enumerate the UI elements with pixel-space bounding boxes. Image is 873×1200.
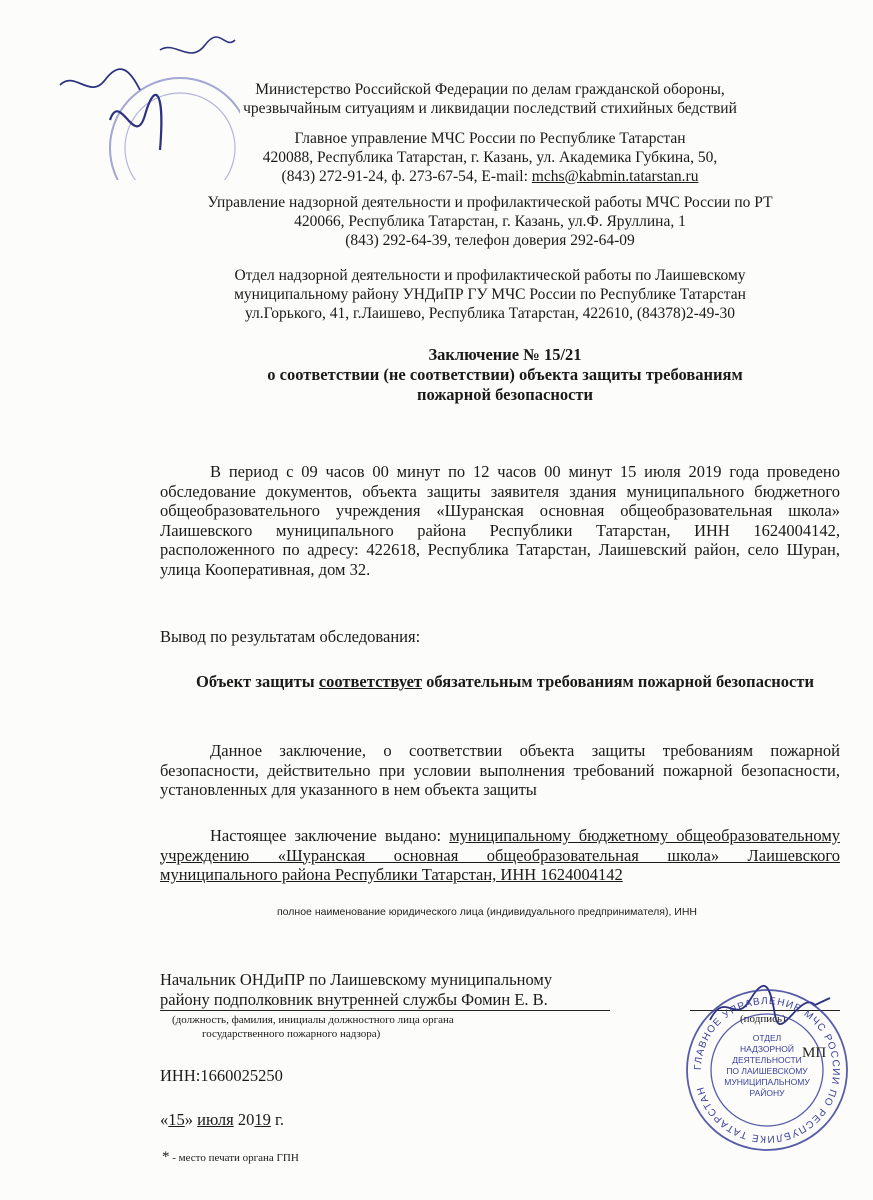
und-line3: (843) 292-64-39, телефон доверия 292-64-09 <box>345 232 635 249</box>
issued-paragraph <box>160 826 840 885</box>
gu-phone: (843) 272-91-24, ф. 273-67-54, E-mail: <box>281 168 532 185</box>
gu-line1: Главное управление МЧС России по Республике Татарстан <box>294 130 686 147</box>
validity-paragraph: Данное заключение, о соответствии объекта защиты требованиям пожарной безопасности, действительно при условии выполнения требований пожарной безопасности, установленных для указанного в нем объекта защиты <box>160 741 840 799</box>
date-close: » <box>184 1110 198 1129</box>
signature-note: (подпись) <box>740 1013 786 1025</box>
dept-header <box>150 266 830 323</box>
signer-note-line1: (должность, фамилия, инициалы должностного лица органа <box>172 1014 454 1026</box>
und-header <box>150 193 830 250</box>
ministry-line2: чрезвычайным ситуациям и ликвидации последствий стихийных бедствий <box>243 100 737 117</box>
ministry-header <box>150 80 830 118</box>
document-title <box>150 345 860 405</box>
stamp-line6: РАЙОНУ <box>749 1088 785 1098</box>
signer-note <box>172 1013 454 1041</box>
conclusion-statement <box>150 672 860 692</box>
issue-date <box>160 1110 284 1130</box>
signer-line1: Начальник ОНДиПР по Лаишевскому муниципальному <box>160 970 553 989</box>
ministry-line1: Министерство Российской Федерации по делам гражданской обороны, <box>255 81 725 98</box>
official-stamp <box>682 985 852 1155</box>
stamp-ring-text: ГЛАВНОЕ УПРАВЛЕНИЕ МЧС РОССИИ ПО РЕСПУБЛИКЕ ТАТАРСТАН <box>692 995 842 1145</box>
conclusion-key: соответствует <box>318 672 423 691</box>
conclusion-prefix: Объект защиты <box>196 672 319 691</box>
date-end: г. <box>270 1110 284 1129</box>
date-year-prefix: 20 <box>233 1110 255 1129</box>
und-line1: Управление надзорной деятельности и профилактической работы МЧС России по РТ <box>207 194 773 211</box>
title-line2: о соответствии (не соответствии) объекта защиты требованиям <box>267 365 743 384</box>
footnote <box>162 1150 299 1165</box>
signer-line2: району подполковник внутренней службы Фомин Е. В. <box>160 990 548 1009</box>
inspection-paragraph: В период с 09 часов 00 минут по 12 часов 00 минут 15 июля 2019 года проведено обследование документов, объекта защиты заявителя здания муниципального бюджетного общеобразовательного учреждения «Шуранская основная общеобразовательная школа» Лаишевского муниципального района Республики Татарстан, ИНН 1624004142, расположенного по адресу: 422618, Республика Татарстан, Лаишевский район, село Шуран, улица Кооперативная, дом 32. <box>160 462 840 579</box>
issued-prefix: Настоящее заключение выдано: <box>210 826 450 845</box>
issued-to: муниципальному бюджетному общеобразовательному учреждению «Шуранская основная общеобразовательная школа» Лаишевского муниципального района Республики Татарстан, ИНН 1624004142 <box>160 826 841 884</box>
stamp-line3: ДЕЯТЕЛЬНОСТИ <box>732 1055 802 1065</box>
title-line3: пожарной безопасности <box>416 385 594 404</box>
issued-note: полное наименование юридического лица (индивидуального предпринимателя), ИНН <box>277 906 698 918</box>
footnote-star: * <box>162 1149 170 1165</box>
signer-note-line2: государственного пожарного надзора) <box>202 1028 381 1040</box>
dept-line1: Отдел надзорной деятельности и профилактической работы по Лаишевскому <box>234 267 746 284</box>
gu-header <box>150 129 830 186</box>
gu-line3 <box>150 167 830 186</box>
gu-email-link[interactable]: mchs@kabmin.tatarstan.ru <box>531 168 699 185</box>
stamp-line5: МУНИЦИПАЛЬНОМУ <box>724 1077 810 1087</box>
stamp-line4: ПО ЛАИШЕВСКОМУ <box>726 1066 808 1076</box>
gu-line2: 420088, Республика Татарстан, г. Казань, ул. Академика Губкина, 50, <box>262 149 718 166</box>
signer-underline <box>160 1010 610 1011</box>
stamp-line1: ОТДЕЛ <box>752 1033 782 1043</box>
mp-label: МП <box>802 1045 827 1061</box>
und-line2: 420066, Республика Татарстан, г. Казань, ул.Ф. Яруллина, 1 <box>294 213 686 230</box>
signer-position <box>160 970 552 1010</box>
date-year-suffix: 19 <box>254 1110 271 1129</box>
stamp-line2: НАДЗОРНОЙ <box>739 1044 795 1054</box>
title-line1: Заключение № 15/21 <box>428 345 582 364</box>
dept-line2: муниципальному району УНДиПР ГУ МЧС России по Республике Татарстан <box>234 286 746 303</box>
conclusion-suffix: обязательным требованиям пожарной безопасности <box>422 672 814 691</box>
date-day: 15 <box>168 1110 185 1129</box>
footnote-text: - место печати органа ГПН <box>169 1152 299 1164</box>
date-open: « <box>160 1110 169 1129</box>
dept-line3: ул.Горького, 41, г.Лаишево, Республика Татарстан, 422610, (84378)2-49-30 <box>244 305 736 322</box>
date-month: июля <box>197 1110 234 1129</box>
inn: ИНН:1660025250 <box>160 1066 283 1085</box>
result-label: Вывод по результатам обследования: <box>160 627 421 646</box>
